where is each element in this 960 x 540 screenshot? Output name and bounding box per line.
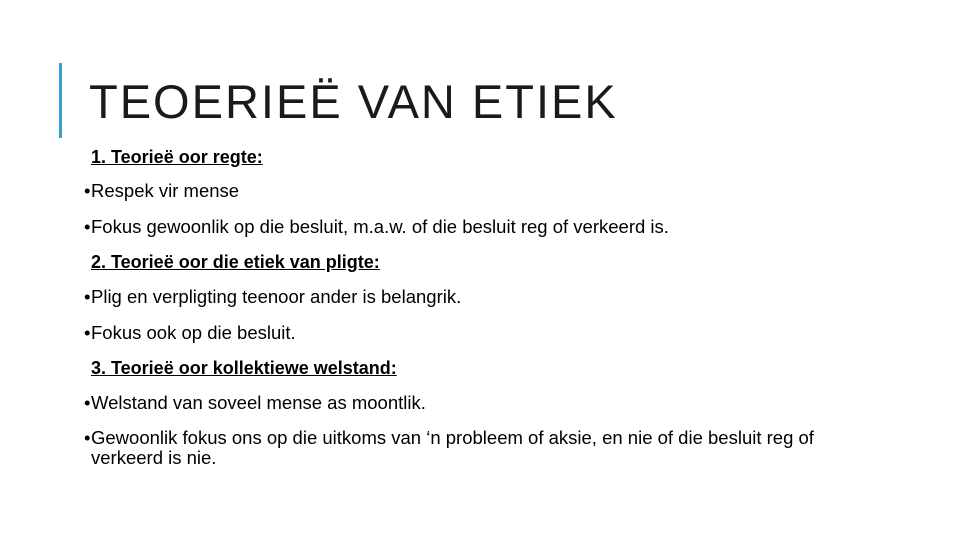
list-item xyxy=(84,181,239,201)
section-heading-collective-welfare: 3. Teorieë oor kollektiewe welstand: xyxy=(91,358,397,378)
bullet-icon: • xyxy=(84,180,91,201)
bullet-icon: • xyxy=(84,216,91,237)
section-heading-duties: 2. Teorieë oor die etiek van pligte: xyxy=(91,252,380,272)
bullet-text: Welstand van soveel mense as moontlik. xyxy=(91,392,426,413)
bullet-icon: • xyxy=(84,322,91,343)
bullet-icon: • xyxy=(84,392,91,413)
bullet-text: Respek vir mense xyxy=(91,180,240,201)
bullet-text: Plig en verpligting teenoor ander is belangrik. xyxy=(91,286,462,307)
bullet-text: Fokus gewoonlik op die besluit, m.a.w. of die besluit reg of verkeerd is. xyxy=(91,216,669,237)
list-item xyxy=(84,428,844,468)
bullet-icon: • xyxy=(84,286,91,307)
slide-title: TEOERIEË VAN ETIEK xyxy=(89,75,618,128)
bullet-text: Fokus ook op die besluit. xyxy=(91,322,296,343)
title-accent-bar xyxy=(59,63,62,138)
bullet-text: Gewoonlik fokus ons op die uitkoms van ‘n probleem of aksie, en nie of die besluit reg of verkeerd is nie. xyxy=(91,427,814,468)
list-item xyxy=(84,323,296,343)
section-heading-rights: 1. Teorieë oor regte: xyxy=(91,147,263,167)
list-item xyxy=(84,287,461,307)
bullet-icon: • xyxy=(84,427,91,448)
list-item xyxy=(84,393,426,413)
list-item xyxy=(84,217,669,237)
